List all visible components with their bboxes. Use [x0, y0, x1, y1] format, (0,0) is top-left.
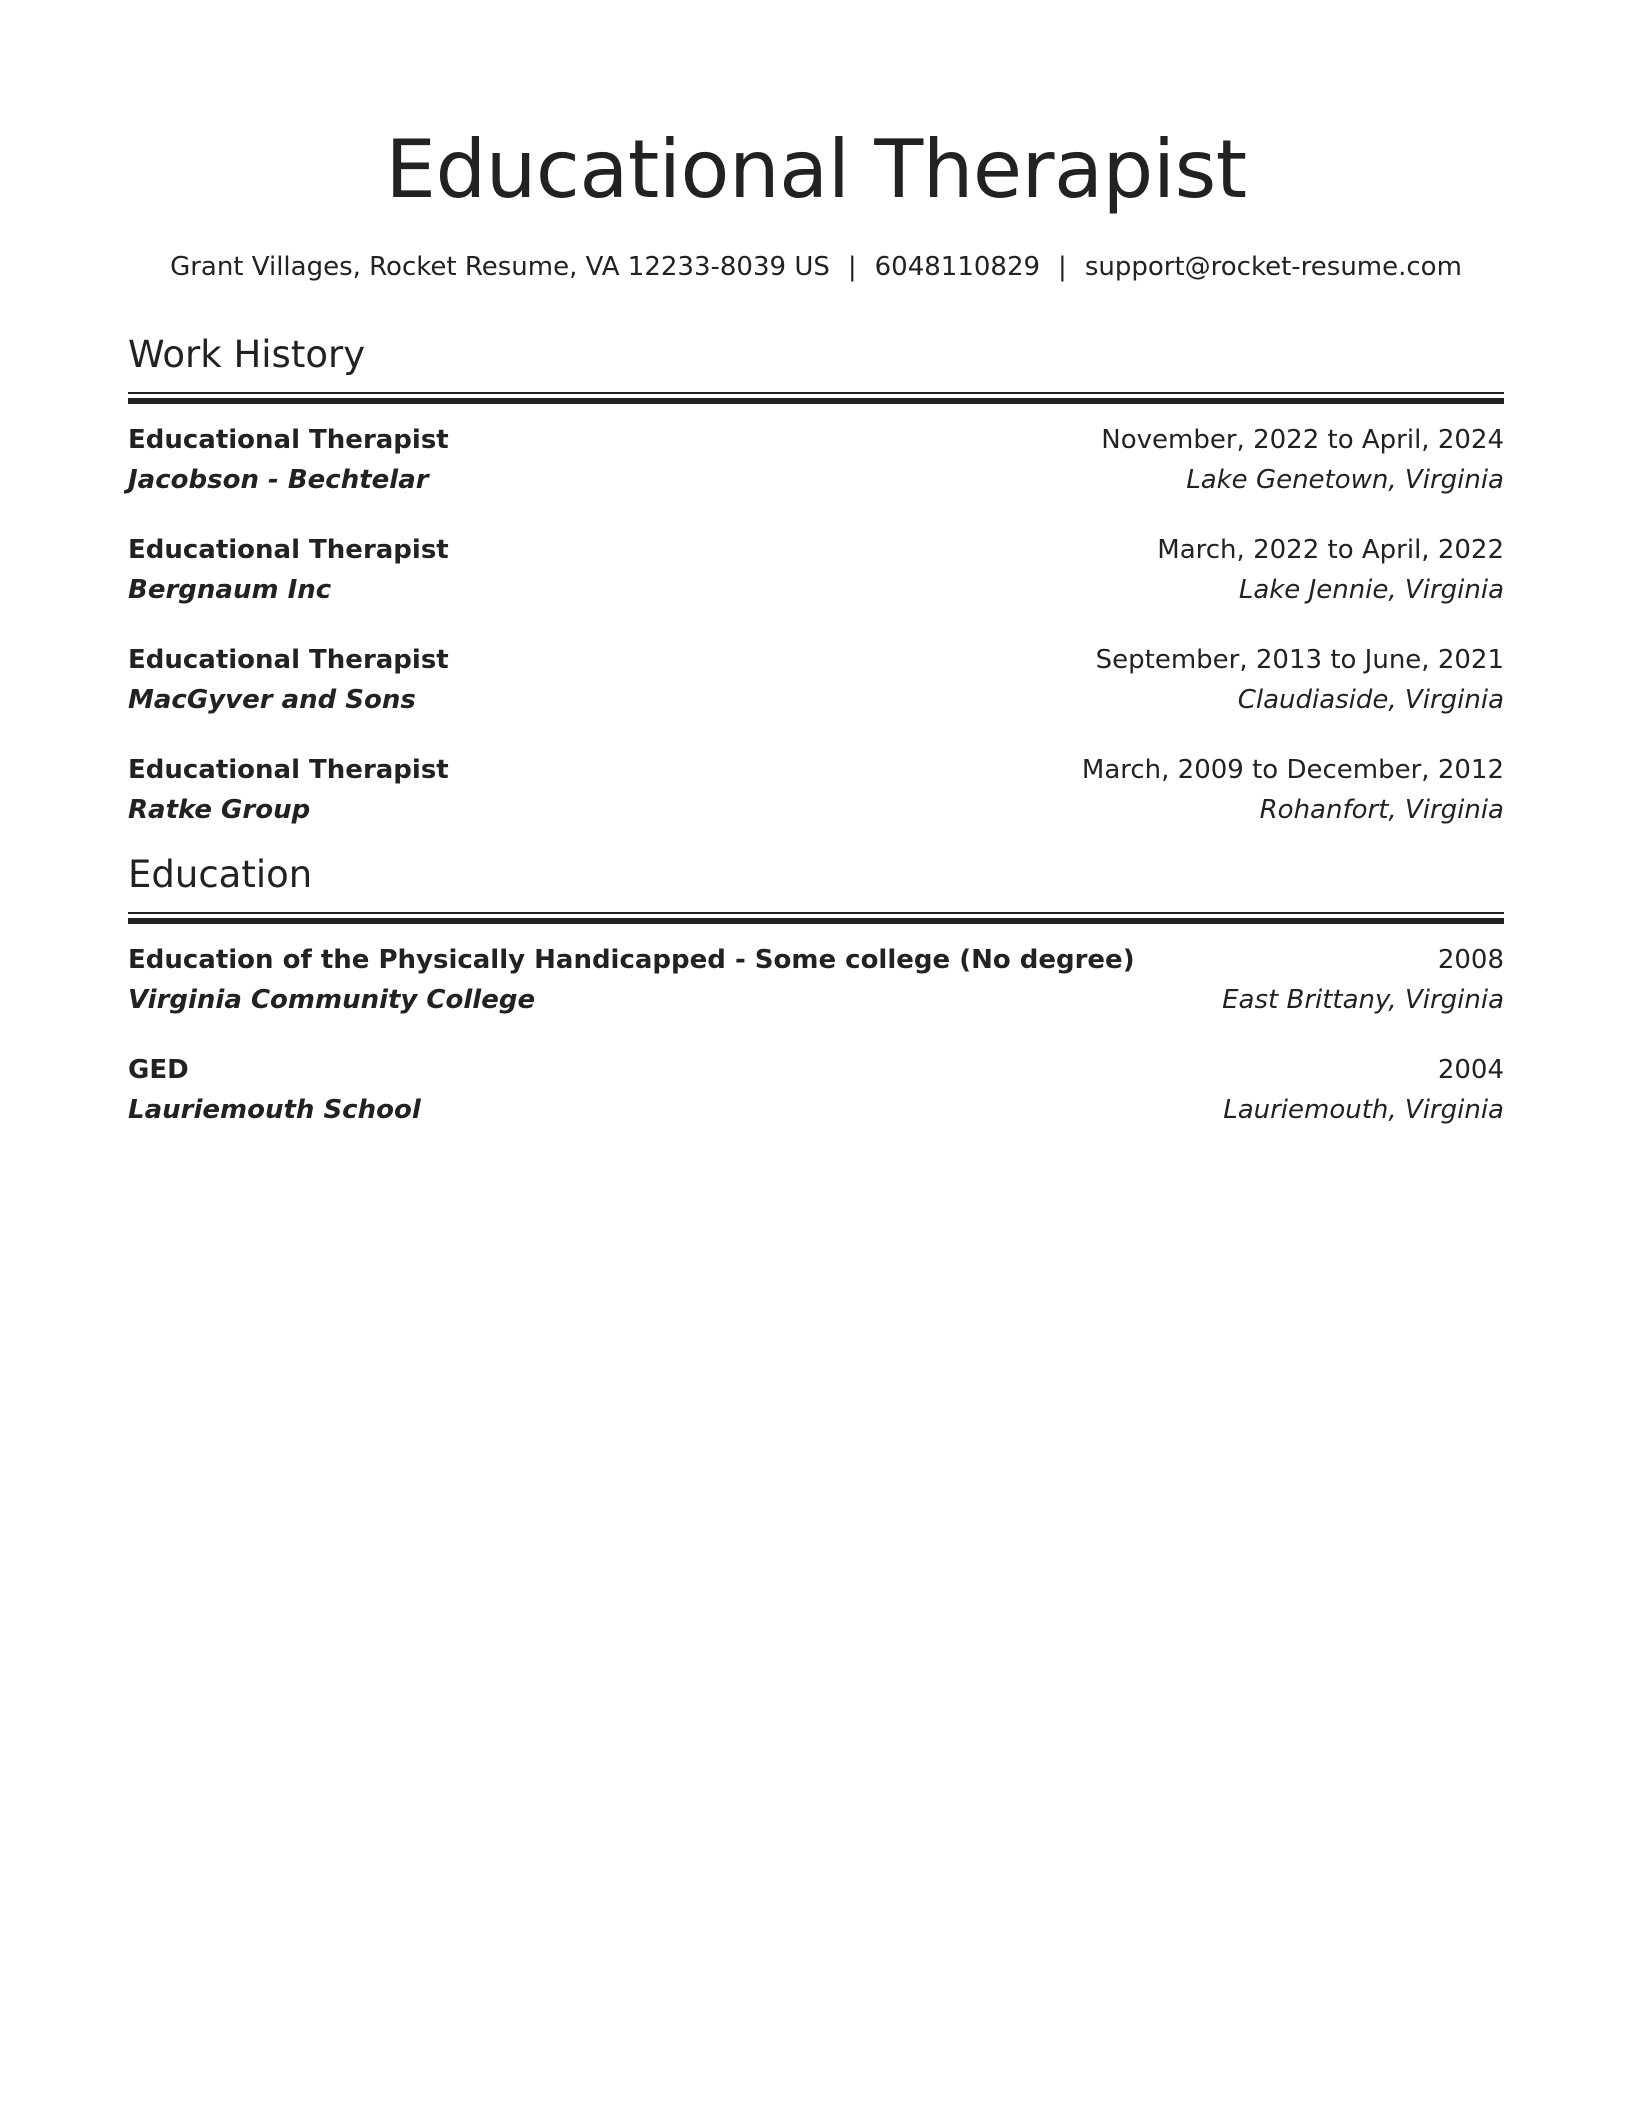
job-location: Lake Jennie, Virginia — [1238, 575, 1504, 605]
work-entry-top-row — [128, 530, 1504, 570]
education-entry-top-row — [128, 940, 1504, 980]
work-entry-top-row — [128, 750, 1504, 790]
education-entry-top-row — [128, 1050, 1504, 1090]
company-name: Jacobson - Bechtelar — [128, 465, 429, 495]
work-history-list — [128, 420, 1504, 830]
company-name: MacGyver and Sons — [128, 685, 416, 715]
work-entry-bottom-row — [128, 790, 1504, 830]
work-entry — [128, 640, 1504, 720]
work-entry-top-row — [128, 640, 1504, 680]
school-name: Lauriemouth School — [128, 1095, 421, 1125]
job-title: Educational Therapist — [128, 645, 449, 675]
divider-thick-line — [128, 398, 1504, 404]
section-divider — [128, 392, 1504, 402]
section-heading-work-history: Work History — [128, 333, 366, 376]
contact-address: Grant Villages, Rocket Resume, VA 12233-8039 US — [170, 252, 830, 282]
company-name: Bergnaum Inc — [128, 575, 332, 605]
school-location: Lauriemouth, Virginia — [1223, 1095, 1504, 1125]
job-dates: November, 2022 to April, 2024 — [1101, 425, 1504, 455]
education-entry-bottom-row — [128, 980, 1504, 1020]
degree-name: Education of the Physically Handicapped - Some college (No degree) — [128, 945, 1135, 975]
graduation-year: 2008 — [1437, 945, 1504, 975]
education-entry — [128, 940, 1504, 1020]
section-heading-education: Education — [128, 853, 313, 896]
education-entry — [128, 1050, 1504, 1130]
job-title: Educational Therapist — [128, 535, 449, 565]
job-location: Lake Genetown, Virginia — [1186, 465, 1504, 495]
contact-email: support@rocket-resume.com — [1084, 252, 1462, 282]
contact-separator: | — [1058, 252, 1067, 282]
work-entry — [128, 530, 1504, 610]
work-entry-bottom-row — [128, 460, 1504, 500]
company-name: Ratke Group — [128, 795, 311, 825]
candidate-title: Educational Therapist — [385, 123, 1247, 216]
work-entry — [128, 750, 1504, 830]
divider-thick-line — [128, 918, 1504, 924]
contact-phone: 6048110829 — [874, 252, 1041, 282]
work-entry-top-row — [128, 420, 1504, 460]
contact-line — [128, 250, 1504, 284]
job-title: Educational Therapist — [128, 425, 449, 455]
job-dates: September, 2013 to June, 2021 — [1095, 645, 1504, 675]
work-history-section — [128, 332, 1504, 830]
job-location: Claudiaside, Virginia — [1237, 685, 1504, 715]
work-entry-bottom-row — [128, 570, 1504, 610]
job-dates: March, 2009 to December, 2012 — [1081, 755, 1504, 785]
work-entry-bottom-row — [128, 680, 1504, 720]
graduation-year: 2004 — [1437, 1055, 1504, 1085]
education-section — [128, 852, 1504, 1130]
resume-header — [128, 0, 1504, 284]
section-divider — [128, 912, 1504, 922]
degree-name: GED — [128, 1055, 189, 1085]
school-location: East Brittany, Virginia — [1222, 985, 1504, 1015]
school-name: Virginia Community College — [128, 985, 536, 1015]
job-location: Rohanfort, Virginia — [1259, 795, 1504, 825]
contact-separator: | — [847, 252, 857, 282]
job-title: Educational Therapist — [128, 755, 449, 785]
education-entry-bottom-row — [128, 1090, 1504, 1130]
job-dates: March, 2022 to April, 2022 — [1157, 535, 1504, 565]
education-list — [128, 940, 1504, 1130]
work-entry — [128, 420, 1504, 500]
divider-thin-line — [128, 912, 1504, 914]
divider-thin-line — [128, 392, 1504, 394]
